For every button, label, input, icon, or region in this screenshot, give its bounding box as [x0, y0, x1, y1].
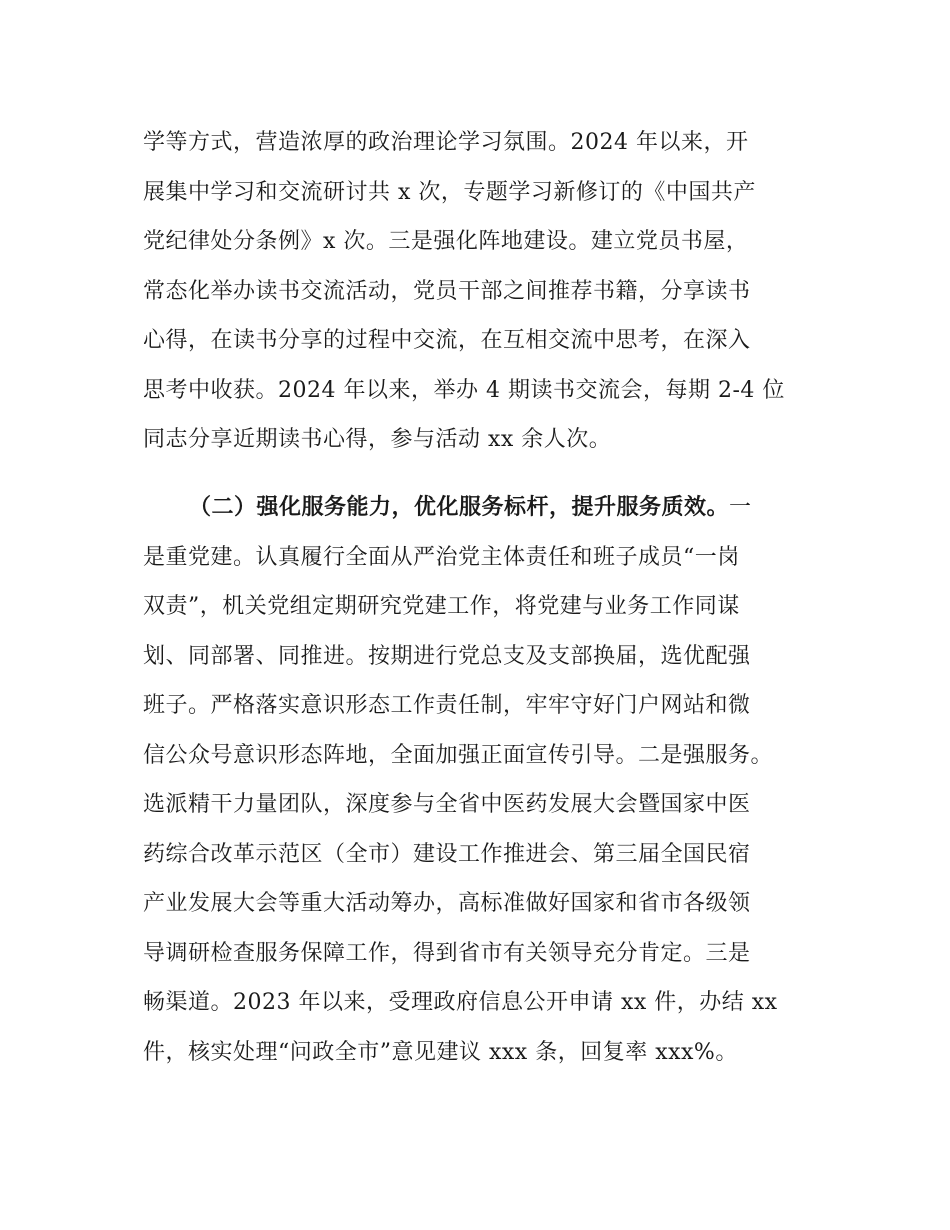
heading-line-continuation: 一 [729, 495, 752, 520]
section-first-line [143, 483, 833, 533]
text-line: 心得，在读书分享的过程中交流，在互相交流中思考，在深入 [143, 328, 751, 353]
text-line: 畅渠道。2023 年以来，受理政府信息公开申请 xx 件，办结 xx [143, 990, 778, 1015]
text-line: 同志分享近期读书心得，参与活动 xx 余人次。 [143, 427, 612, 452]
text-line: 学等方式，营造浓厚的政治理论学习氛围。2024 年以来，开 [143, 130, 749, 155]
text-line: 选派精干力量团队，深度参与全省中医药发展大会暨国家中医 [143, 792, 751, 817]
paragraph-reading-activities [143, 118, 833, 465]
text-line: 展集中学习和交流研讨共 x 次，专题学习新修订的《中国共产 [143, 179, 756, 205]
text-line: 党纪律处分条例》x 次。三是强化阵地建设。建立党员书屋， [143, 229, 749, 254]
text-line: 导调研检查服务保障工作，得到省市有关领导充分肯定。三是 [143, 940, 751, 966]
text-line: 件，核实处理“问政全市”意见建议 xxx 条，回复率 xxx%。 [143, 1039, 738, 1065]
text-line: 常态化举办读书交流活动，党员干部之间推荐书籍，分享读书 [143, 278, 751, 304]
text-line: 是重党建。认真履行全面从严治党主体责任和班子成员“一岗 [143, 544, 740, 570]
text-line: 班子。严格落实意识形态工作责任制，牢牢守好门户网站和微 [143, 693, 751, 718]
text-line: 双责”，机关党组定期研究党建工作，将党建与业务工作同谋 [143, 594, 740, 619]
text-line: 药综合改革示范区（全市）建设工作推进会、第三届全国民宿 [143, 841, 751, 867]
text-line: 思考中收获。2024 年以来，举办 4 期读书交流会，每期 2-4 位 [143, 377, 785, 403]
paragraph-service-capability [143, 483, 833, 1077]
text-line: 产业发展大会等重大活动筹办，高标准做好国家和省市各级领 [143, 891, 751, 916]
text-line: 信公众号意识形态阵地，全面加强正面宣传引导。二是强服务。 [143, 742, 774, 768]
section-heading: （二）强化服务能力，优化服务标杆，提升服务质效。 [189, 495, 730, 520]
text-line: 划、同部署、同推进。按期进行党总支及支部换届，选优配强 [143, 643, 751, 669]
